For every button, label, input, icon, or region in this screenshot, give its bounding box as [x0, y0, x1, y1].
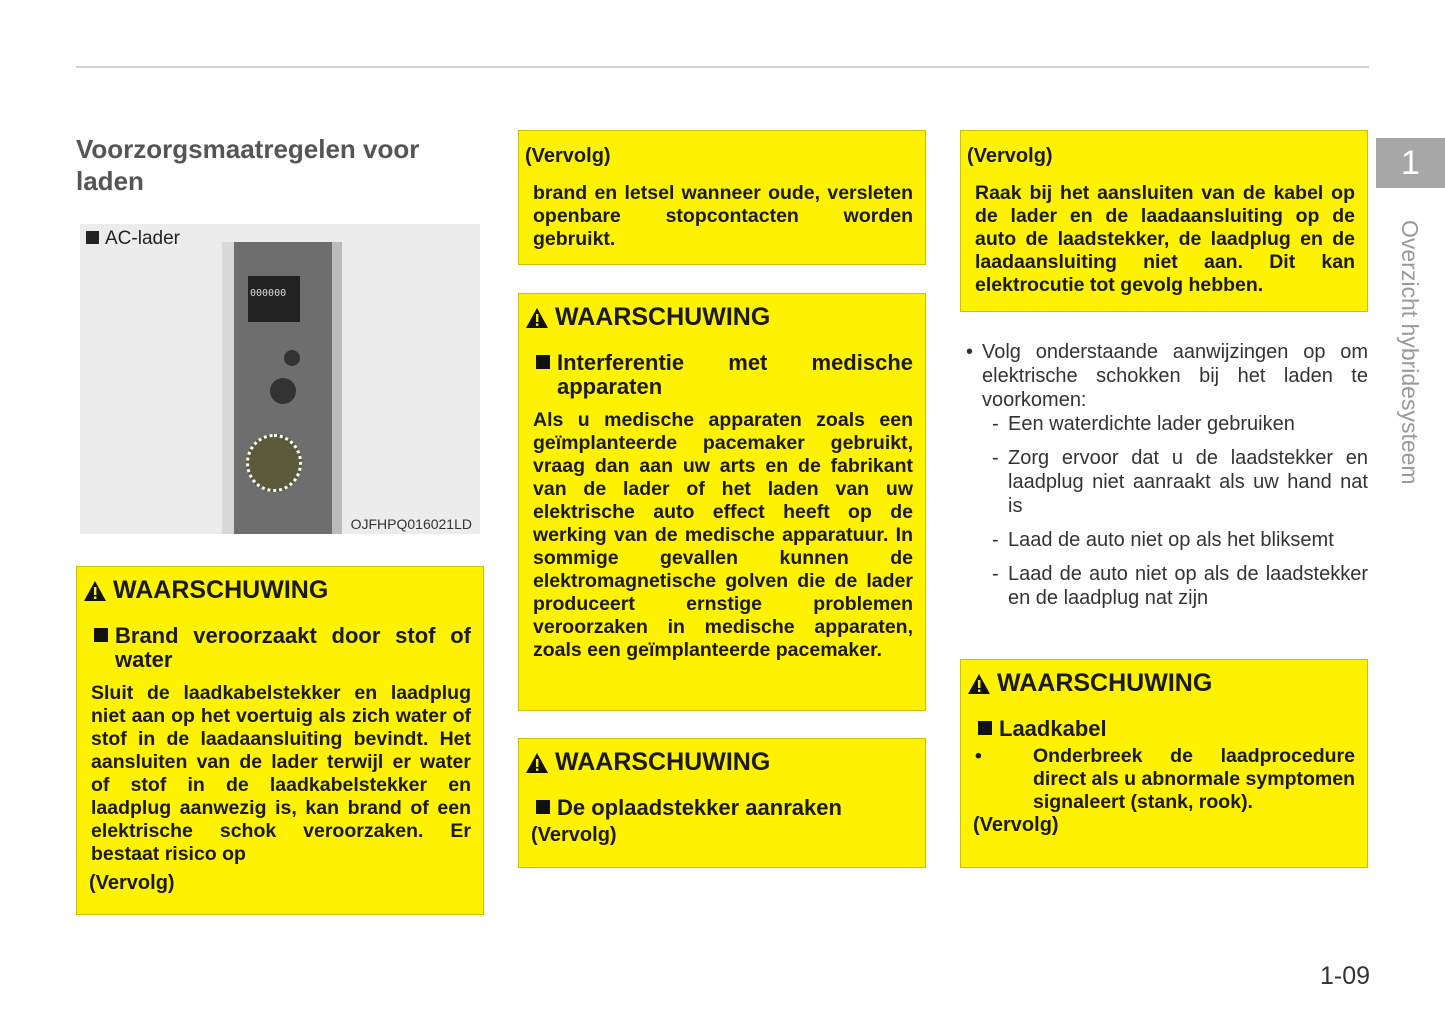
page-title: Voorzorgsmaatregelen voor laden [76, 134, 420, 196]
warning-body: Als u medische apparaten zoals een geïmplanteerde pacemaker gebruikt, vraag dan aan uw arts en de fabrikant van de lader of het laden van uw elektrische auto effect heeft op de werking van de medische apparatuur. In sommige gevallen kunnen de elektromagnetische golven die de lader produceert ernstige problemen veroorzaken in medische apparaten, zoals een geïmplanteerde pacemaker. [533, 409, 913, 661]
safety-instructions-list [966, 340, 1368, 610]
warning-box-dust-water [76, 566, 484, 915]
continued-box-col2 [518, 130, 926, 265]
section-title-vertical: Overzicht hybridesysteem [1397, 220, 1423, 485]
figure-code: OJFHPQ016021LD [350, 516, 472, 532]
list-item: - Een waterdichte lader gebruiken [966, 412, 1368, 436]
list-intro: • Volg onderstaande aanwijzingen op om elektrische schokken bij het laden te voorkomen: [966, 340, 1368, 412]
warning-heading: WAARSCHUWING [525, 306, 913, 329]
chapter-tab: 1 [1376, 138, 1445, 188]
list-item: - Laad de auto niet op als het bliksemt [966, 528, 1368, 552]
charger-knob-icon [270, 378, 296, 404]
charger-button-icon [284, 350, 300, 366]
continued-body: brand en letsel wanneer oude, versleten openbare stopcontacten worden gebruikt. [533, 182, 913, 250]
warning-subheading: Brand veroorzaakt door stof of water [89, 624, 471, 672]
warning-subheading: Laadkabel [973, 717, 1355, 741]
warning-heading: WAARSCHUWING [967, 672, 1355, 695]
charger-socket-icon [246, 434, 302, 492]
continued-label: (Vervolg) [967, 145, 1053, 167]
warning-subheading: Interferentie met medische apparaten [531, 351, 913, 399]
warning-triangle-icon [83, 580, 107, 602]
charger-illustration [222, 242, 342, 534]
list-item: - Zorg ervoor dat u de laadstekker en laadplug niet aanraakt als uw hand nat is [966, 446, 1368, 518]
warning-heading: WAARSCHUWING [83, 579, 471, 602]
warning-triangle-icon [967, 673, 991, 695]
charger-display: 000000 [248, 276, 300, 322]
warning-box-medical [518, 293, 926, 711]
continued-body: Raak bij het aansluiten van de kabel op de lader en de laadaansluiting op de auto de laadstekker, de laadplug en de laadaansluiting niet aan. Dit kan elektrocutie tot gevolg hebben. [975, 182, 1355, 296]
warning-triangle-icon [525, 752, 549, 774]
continued-label: (Vervolg) [89, 872, 175, 894]
continued-label: (Vervolg) [531, 824, 617, 846]
page-number: 1-09 [1320, 962, 1371, 990]
continued-box-col3 [960, 130, 1368, 312]
warning-box-plug [518, 738, 926, 868]
warning-box-cable [960, 659, 1368, 868]
header-rule [76, 66, 1369, 68]
list-item: - Laad de auto niet op als de laadstekker en de laadplug nat zijn [966, 562, 1368, 610]
warning-triangle-icon [525, 307, 549, 329]
ac-charger-figure [80, 224, 480, 534]
figure-label: AC-lader [86, 228, 180, 250]
continued-label: (Vervolg) [525, 145, 611, 167]
warning-body: Sluit de laadkabelstekker en laadplug niet aan op het voertuig als zich water of stof in de laadaansluiting bevindt. Het aansluiten van de lader terwijl er water of stof in de laadkabelstekker en laadplug aanwezig is, kan brand of een elektrische schok veroorzaken. Er bestaat risico op [91, 682, 471, 865]
warning-subheading: De oplaadstekker aanraken [531, 796, 913, 820]
warning-heading: WAARSCHUWING [525, 751, 913, 774]
continued-label: (Vervolg) [973, 814, 1059, 836]
warning-bullet: • Onderbreek de laadprocedure direct als u abnormale symptomen signaleert (stank, rook). [975, 745, 1355, 813]
